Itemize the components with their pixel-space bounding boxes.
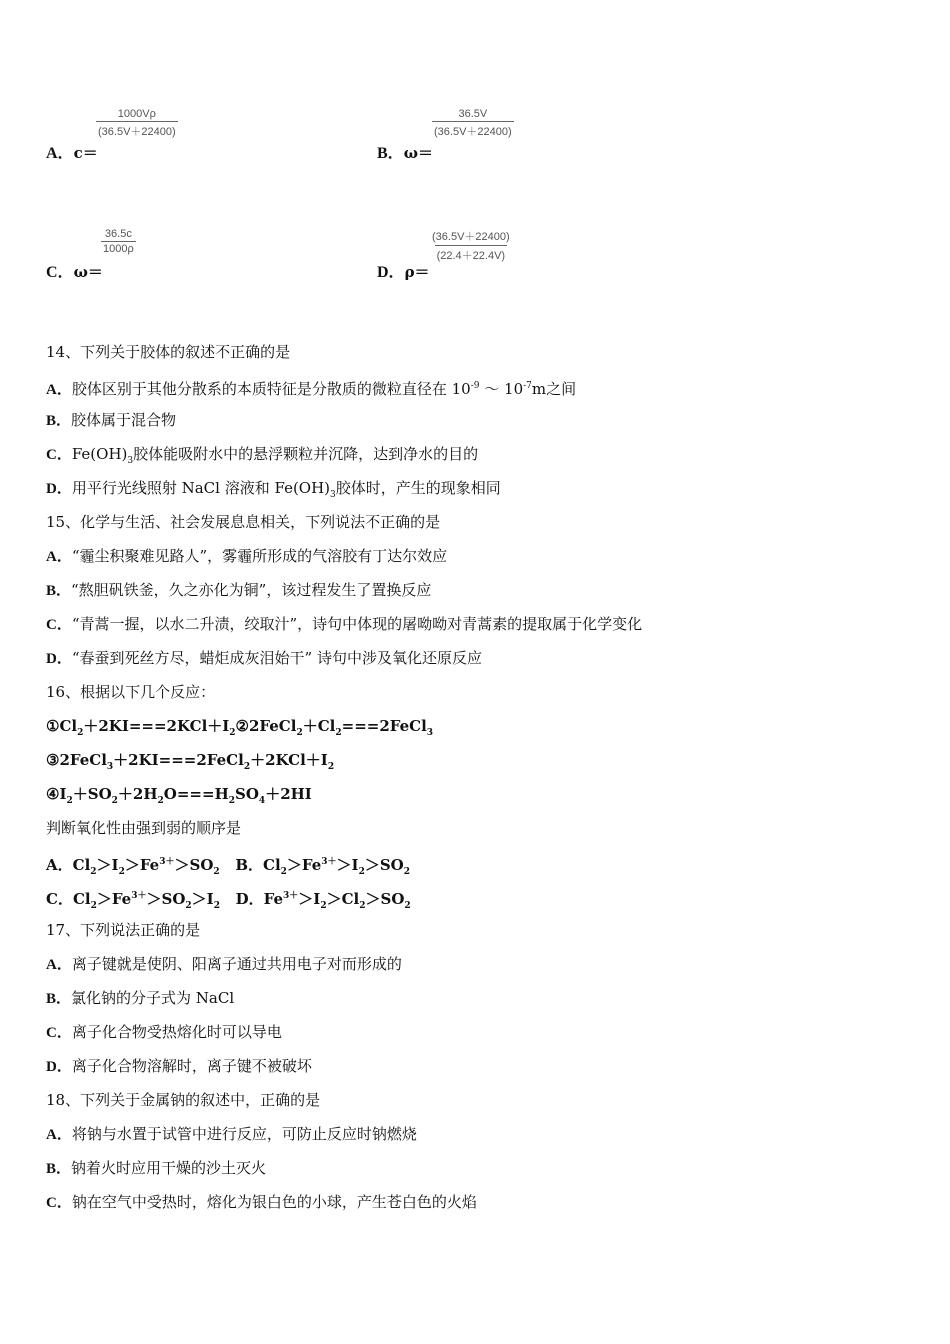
text-segment: ===2FeCl — [341, 717, 427, 735]
subscript: 2 — [77, 728, 84, 738]
subscript: 2 — [327, 762, 335, 772]
subscript: 2 — [243, 762, 251, 772]
text-segment: ＋2H — [117, 785, 158, 803]
text-segment: 15、化学与生活、社会发展息息相关，下列说法不正确的是 — [46, 513, 441, 531]
option-label: B． — [46, 583, 72, 599]
option-d — [377, 259, 430, 282]
option-lhs: c＝ — [73, 144, 98, 162]
denominator: 1000ρ — [103, 243, 134, 255]
text-line — [46, 916, 926, 950]
fraction-b — [432, 108, 514, 139]
text-line — [46, 1052, 926, 1086]
supscript: 3＋ — [159, 857, 175, 867]
text-segment: ②2FeCl — [235, 717, 297, 735]
subscript: 2 — [118, 867, 125, 877]
text-segment: 用平行光线照射 NaCl 溶液和 Fe(OH) — [71, 479, 331, 497]
denominator: (36.5V＋22400) — [432, 121, 514, 139]
subscript: 3 — [330, 490, 336, 500]
option-label: B． — [46, 1161, 72, 1177]
option-b — [377, 140, 433, 163]
text-segment: 判断氧化性由强到弱的顺序是 — [46, 819, 242, 837]
option-label: B． — [377, 145, 404, 162]
text-line — [46, 780, 926, 814]
text-segment: “霾尘积聚难见路人”，雾霾所形成的气溶胶有丁达尔效应 — [71, 547, 448, 565]
supscript: 3＋ — [131, 891, 147, 901]
text-line — [46, 372, 926, 406]
option-lhs: ρ＝ — [404, 263, 430, 281]
text-line — [46, 542, 926, 576]
text-segment: ＞I — [298, 890, 321, 908]
text-line — [46, 1120, 926, 1154]
option-a — [46, 140, 98, 163]
text-segment: 氯化钠的分子式为 NaCl — [71, 989, 235, 1007]
subscript: 2 — [90, 867, 97, 877]
text-segment: “熬胆矾铁釜，久之亦化为铜”，该过程发生了置换反应 — [71, 581, 432, 599]
text-segment: A．Cl — [46, 856, 91, 874]
option-c — [46, 259, 103, 282]
text-segment: ＋2KI===2KCl＋I — [83, 717, 230, 735]
text-segment: 胶体能吸附水中的悬浮颗粒并沉降，达到净水的目的 — [133, 445, 479, 463]
denominator: (22.4＋22.4V) — [435, 245, 507, 263]
option-label: C． — [46, 1025, 72, 1041]
text-segment: D．Fe — [219, 890, 284, 908]
subscript: 2 — [228, 796, 236, 806]
subscript: 2 — [359, 901, 366, 911]
text-segment: 钠着火时应用干燥的沙土灭火 — [71, 1159, 267, 1177]
text-segment: ＋2HI — [265, 785, 312, 803]
text-segment: ④I — [46, 785, 67, 803]
option-label: A． — [46, 145, 74, 162]
text-line — [46, 678, 926, 712]
subscript: 2 — [335, 728, 342, 738]
text-segment: ①Cl — [46, 717, 78, 735]
numerator: 1000Vρ — [117, 108, 156, 120]
text-segment: ＋SO — [72, 785, 112, 803]
option-label: B． — [46, 991, 72, 1007]
text-line — [46, 644, 926, 678]
text-segment: ＞Fe — [124, 856, 160, 874]
text-segment: ＞Fe — [286, 856, 322, 874]
supscript: -7 — [523, 381, 532, 391]
option-label: D． — [46, 651, 72, 667]
option-label: C． — [46, 617, 72, 633]
text-segment: 18、下列关于金属钠的叙述中，正确的是 — [46, 1091, 321, 1109]
option-label: A． — [46, 1127, 72, 1143]
text-segment: “青蒿一握，以水二升渍，绞取汁”，诗句中体现的屠呦呦对青蒿素的提取属于化学变化 — [71, 615, 643, 633]
text-segment: SO — [235, 785, 259, 803]
supscript: 3＋ — [321, 857, 337, 867]
text-segment: Fe(OH) — [71, 445, 128, 463]
text-line — [46, 338, 926, 372]
supscript: 3＋ — [283, 891, 299, 901]
subscript: 2 — [320, 901, 327, 911]
text-line — [46, 950, 926, 984]
text-segment: 离子化合物受热熔化时可以导电 — [71, 1023, 282, 1041]
option-label: A． — [46, 957, 72, 973]
text-line — [46, 440, 926, 474]
text-segment: ＞Fe — [96, 890, 132, 908]
option-label: D． — [46, 481, 72, 497]
subscript: 2 — [213, 901, 220, 911]
numerator: 36.5c — [104, 228, 132, 240]
text-segment: 胶体时，产生的现象相同 — [335, 479, 501, 497]
text-segment: ＞I — [96, 856, 119, 874]
option-lhs: ω＝ — [403, 144, 433, 162]
text-line — [46, 1154, 926, 1188]
numerator: (36.5V＋22400) — [432, 231, 510, 243]
text-line — [46, 984, 926, 1018]
subscript: 2 — [229, 728, 236, 738]
text-segment: ＋2KCl＋I — [250, 751, 328, 769]
text-segment: 钠在空气中受热时，熔化为银白色的小球，产生苍白色的火焰 — [71, 1193, 477, 1211]
option-label: D． — [377, 264, 405, 281]
subscript: 2 — [213, 867, 220, 877]
option-label: C． — [46, 447, 72, 463]
text-segment: 将钠与水置于试管中进行反应，可防止反应时钠燃烧 — [71, 1125, 417, 1143]
subscript: 2 — [185, 901, 192, 911]
text-line — [46, 1018, 926, 1052]
subscript: 2 — [296, 728, 303, 738]
text-line — [46, 712, 926, 746]
subscript: 3 — [106, 762, 114, 772]
option-label: A． — [46, 382, 72, 398]
numerator: 36.5V — [458, 108, 488, 120]
supscript: -9 — [470, 381, 480, 391]
subscript: 2 — [403, 867, 411, 877]
text-segment: ＞Cl — [326, 890, 360, 908]
subscript: 2 — [358, 867, 365, 877]
option-label: A． — [46, 549, 72, 565]
subscript: 2 — [404, 901, 411, 911]
option-label: B． — [46, 413, 72, 429]
subscript: 3 — [127, 456, 134, 466]
text-line — [46, 814, 926, 848]
text-line — [46, 508, 926, 542]
denominator: (36.5V＋22400) — [96, 121, 178, 139]
text-segment: 离子化合物溶解时，离子键不被破坏 — [71, 1057, 312, 1075]
text-line — [46, 746, 926, 780]
text-segment: ＞I — [191, 890, 214, 908]
option-lhs: ω＝ — [73, 263, 103, 281]
text-segment: ＞SO — [146, 890, 186, 908]
text-line — [46, 576, 926, 610]
text-line — [46, 406, 926, 440]
subscript: 2 — [66, 796, 73, 806]
text-segment: 17、下列说法正确的是 — [46, 921, 201, 939]
text-segment: 16、根据以下几个反应： — [46, 683, 216, 701]
fraction-a — [96, 108, 178, 139]
subscript: 2 — [157, 796, 164, 806]
text-segment: C．Cl — [46, 890, 91, 908]
subscript: 4 — [258, 796, 266, 806]
text-segment: 胶体区别于其他分散系的本质特征是分散质的微粒直径在 10 — [71, 380, 471, 398]
option-label: C． — [46, 1195, 72, 1211]
text-segment: ＞I — [336, 856, 359, 874]
subscript: 2 — [111, 796, 118, 806]
text-segment: 胶体属于混合物 — [71, 411, 177, 429]
text-segment: 离子键就是使阴、阳离子通过共用电子对而形成的 — [71, 955, 402, 973]
text-line — [46, 1188, 926, 1222]
text-segment: ～ 10 — [479, 380, 524, 398]
text-segment: ③2FeCl — [46, 751, 107, 769]
fraction-d — [430, 228, 512, 263]
question-text — [46, 338, 926, 1222]
text-line — [46, 474, 926, 508]
text-line — [46, 882, 926, 916]
text-segment: ＋2KI===2FeCl — [113, 751, 244, 769]
text-segment: 14、下列关于胶体的叙述不正确的是 — [46, 343, 291, 361]
text-segment: ＞SO — [364, 856, 404, 874]
option-label: D． — [46, 1059, 72, 1075]
text-segment: m之间 — [531, 380, 577, 398]
text-segment: ＞SO — [174, 856, 214, 874]
text-segment: B．Cl — [219, 856, 281, 874]
subscript: 2 — [90, 901, 97, 911]
text-line — [46, 1086, 926, 1120]
text-line — [46, 848, 926, 882]
text-segment: “春蚕到死丝方尽，蜡炬成灰泪始干” 诗句中涉及氧化还原反应 — [71, 649, 482, 667]
subscript: 2 — [280, 867, 287, 877]
text-segment: ＋Cl — [302, 717, 336, 735]
option-label: C． — [46, 264, 74, 281]
fraction-c — [101, 228, 136, 255]
text-segment: O===H — [163, 785, 229, 803]
text-line — [46, 610, 926, 644]
subscript: 3 — [426, 728, 434, 738]
text-segment: ＞SO — [365, 890, 405, 908]
